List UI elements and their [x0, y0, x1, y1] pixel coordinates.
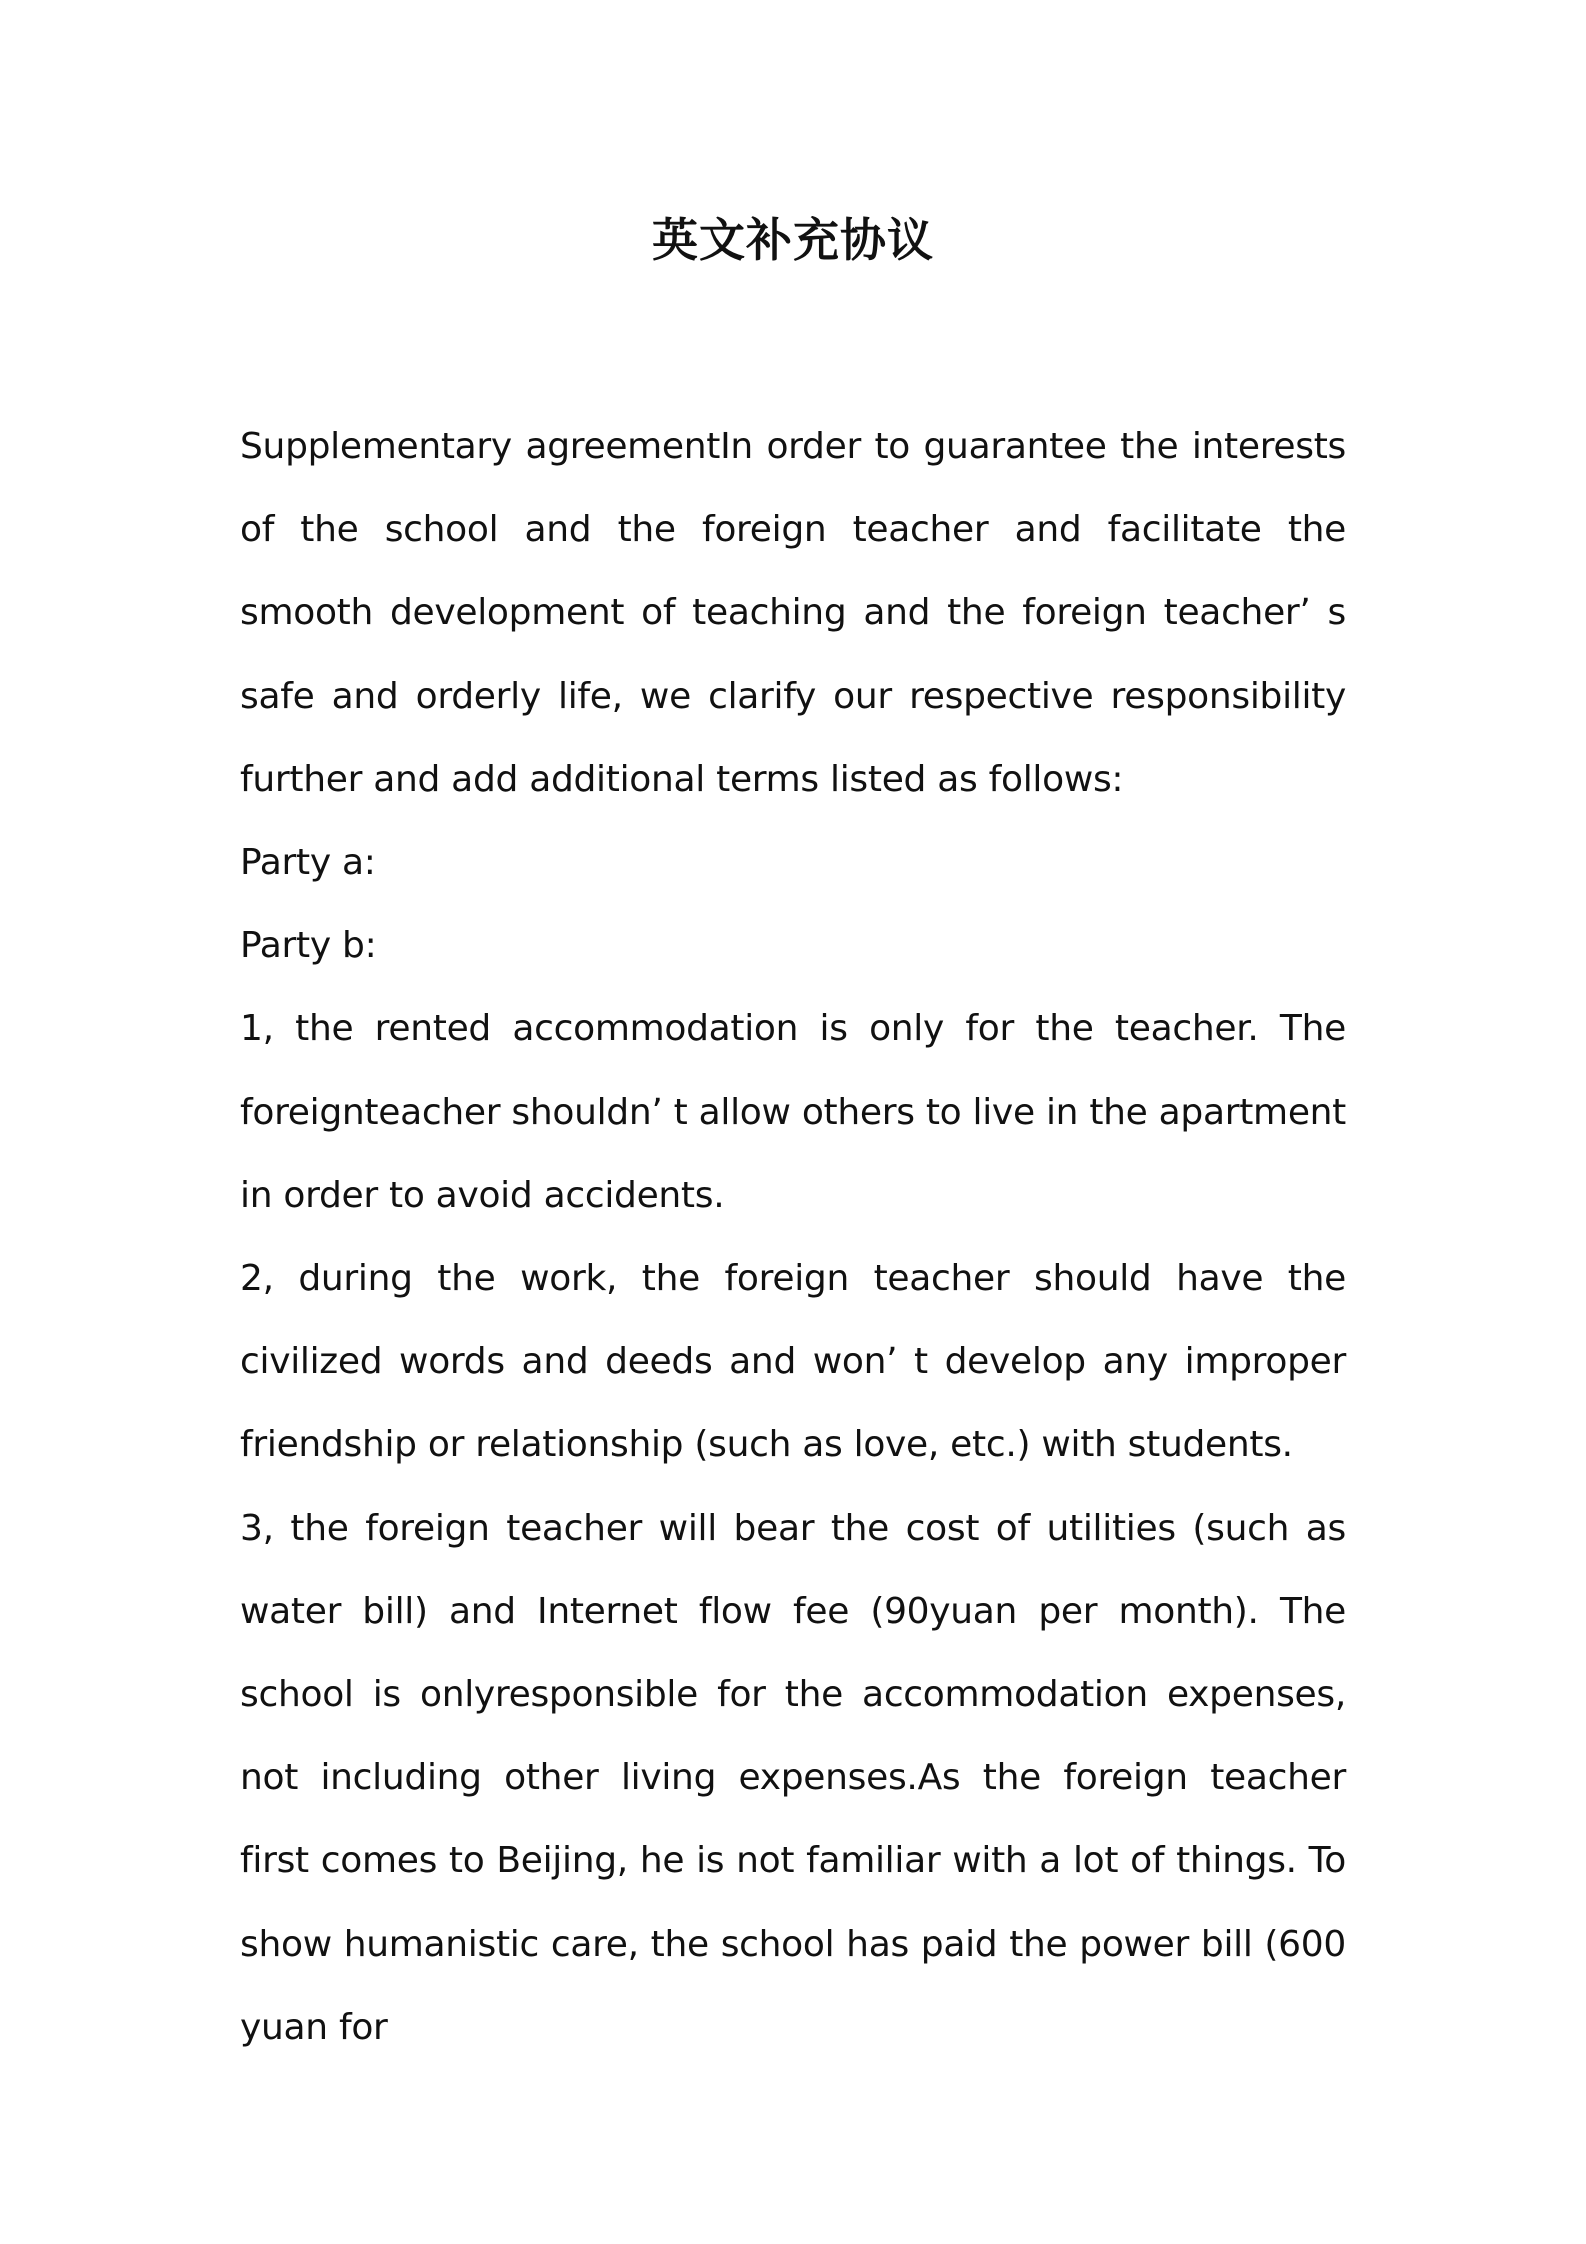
clause-2: 2, during the work, the foreign teacher should have the civilized words and deeds and won’ t develop any improper friendship or relationship (such as love, etc.) with students.	[240, 1258, 1346, 1466]
party-b-line: Party b:	[240, 925, 377, 967]
clause-1: 1, the rented accommodation is only for the teacher. The foreignteacher shouldn’ t allow others to live in the apartment in order to avoid accidents.	[240, 1008, 1346, 1216]
document-title: 英文补充协议	[652, 213, 934, 267]
document-body	[240, 405, 1346, 2069]
party-a-line: Party a:	[240, 842, 376, 884]
intro-paragraph: Supplementary agreementIn order to guarantee the interests of the school and the foreign teacher and facilitate the smooth development of teaching and the foreign teacher’ s safe and orderly life, we clarify our respective responsibility further and add additional terms listed as follows:	[240, 426, 1346, 800]
clause-3: 3, the foreign teacher will bear the cost of utilities (such as water bill) and Internet flow fee (90yuan per month). The school is onlyresponsible for the accommodation expenses, not including other living expenses.As the foreign teacher first comes to Beijing, he is not familiar with a lot of things. To show humanistic care, the school has paid the power bill (600 yuan for	[240, 1507, 1346, 2048]
